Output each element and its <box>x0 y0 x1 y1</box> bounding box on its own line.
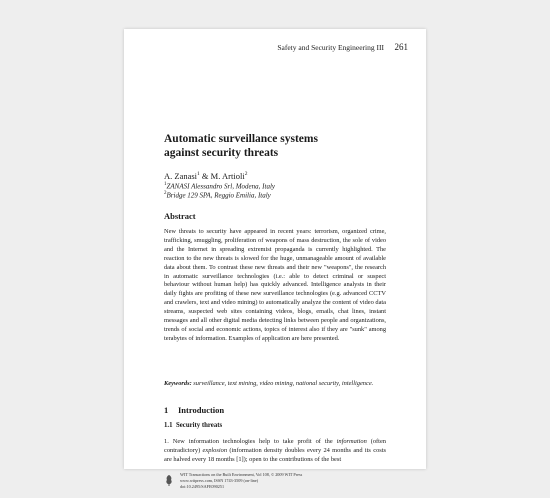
paragraph-text: (often contradictory) <box>164 438 386 454</box>
footer-line: doi:10.2495/SAFE090251 <box>180 484 225 489</box>
title-line-1: Automatic surveillance systems <box>164 133 318 145</box>
author-name: M. Artioli <box>210 170 245 181</box>
journal-title: Safety and Security Engineering III <box>277 43 384 52</box>
footer-line: WIT Transactions on the Built Environment, Vol 108, © 2009 WIT Press <box>180 472 303 477</box>
section-heading <box>164 405 224 415</box>
author-superscript: 1 <box>197 171 200 177</box>
page-footer <box>164 472 404 496</box>
abstract-heading: Abstract <box>164 211 196 221</box>
keywords <box>164 380 386 389</box>
keywords-text: surveillance, text mining, video mining, national security, intelligence. <box>191 380 374 387</box>
publisher-logo-icon <box>164 474 174 486</box>
affiliation-superscript: 2 <box>164 191 167 196</box>
paper-title <box>164 132 404 160</box>
subsection-number: 1.1 <box>164 422 173 429</box>
page-number: 261 <box>394 42 408 52</box>
author-superscript: 2 <box>244 171 248 177</box>
emphasis-text: explosion <box>202 446 228 454</box>
keywords-label: Keywords: <box>164 380 192 387</box>
affiliation <box>164 189 404 200</box>
subsection-title: Security threats <box>176 422 223 429</box>
body-paragraph <box>164 438 386 465</box>
emphasis-text: information <box>336 438 367 445</box>
affiliation-superscript: 1 <box>164 182 167 187</box>
author-separator: & <box>199 170 211 181</box>
title-line-2: against security threats <box>164 147 279 159</box>
footer-line: www.witpress.com, ISSN 1743-3509 (on-line) <box>180 478 259 483</box>
paper-page <box>124 29 426 489</box>
section-number: 1 <box>164 405 169 415</box>
section-title: Introduction <box>178 405 225 415</box>
author-name: A. Zanasi <box>164 170 198 181</box>
abstract-body: New threats to security have appeared in recent years: terrorism, organized crime, trafficking, smuggling, proliferation of weapons of mass destruction, the sole of video and the Internet in spreading extremist propaganda is currently highlighted. The reaction to the new threats is slowed for the huge, unmanageable amount of available data about them. To contrast these new threats and their new "weapons", the research in automatic surveillance technologies (i.e.: able to detect criminal or suspect behaviour without human help) has quickly advanced. Intelligence analysts in their daily fights are profiting of these new surveillance technologies (e.g. advanced CCTV and crawlers, text and video mining) to automatically analyze the content of video data streams, suspected web sites containing videos, blogs, emails, chat lines, instant messages and all other digital media detecting links between people and organizations, trends of social and economic actions, topics of interest also if they are "sunk" among terabytes of information. Examples of application are here presented. <box>164 228 386 342</box>
affiliation-text: ZANASI Alessandro Srl, Modena, Italy <box>166 182 275 191</box>
subsection-heading <box>164 422 222 429</box>
affiliation-text: Bridge 129 SPA, Reggio Emilia, Italy <box>166 191 271 200</box>
paragraph-text: 1. New information technologies help to take profit of the <box>164 438 337 445</box>
paragraph-text: (information density doubles every 24 months and its costs are halved every 18 months [1]); open to the contributions of the best <box>164 446 387 463</box>
running-header <box>124 43 426 55</box>
